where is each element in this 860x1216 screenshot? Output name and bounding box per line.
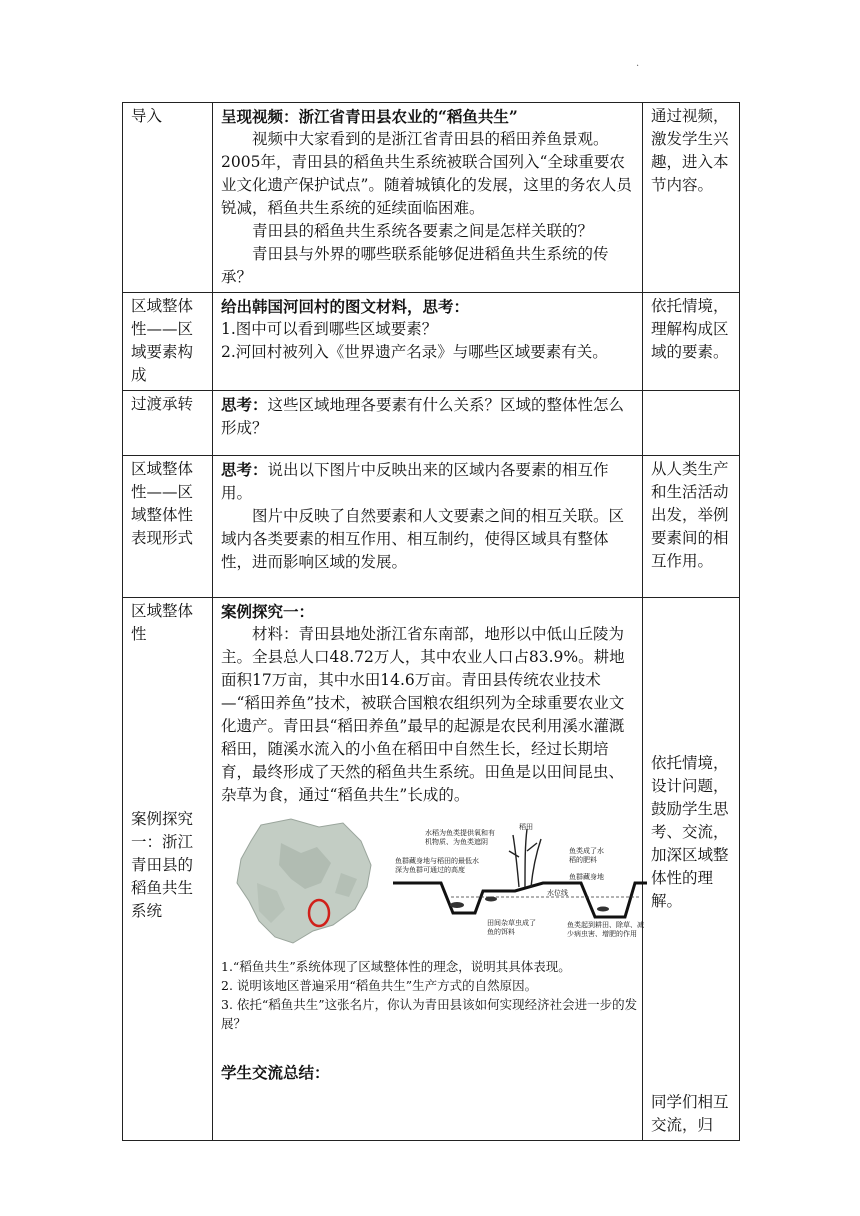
intent-text: 依托情境，设计问题，鼓励学生思考、交流，加深区域整体性的理解。 (651, 754, 729, 910)
row-heading: 呈现视频：浙江省青田县农业的“稻鱼共生” (221, 107, 518, 126)
summary-heading: 学生交流总结： (221, 1063, 330, 1082)
label-water-level: 水位线 (547, 889, 568, 897)
intent-cell (643, 391, 740, 456)
label-rice-oxygen: 水稻为鱼类提供氧和有机物质、为鱼类遮阴 (425, 829, 495, 846)
paragraph: 材料：青田县地处浙江省东南部，地形以中低山丘陵为主。全县总人口48.72万人，其中农业人口占83.9%。耕地面积17万亩，其中水田14.6万亩。青田县传统农业技术—“稻田养鱼”技术，被联合国粮农组织列为全球重要农业文化遗产。青田县“稻田养鱼”最早的起源是农民利用溪水灌溉稻田，随溪水流入的小鱼在稻田中自然生长，经过长期培育，最终形成了天然的稻鱼共生系统。田鱼是以田间昆虫、杂草为食，通过“稻鱼共生”长成的。 (221, 625, 625, 804)
stage-cell: 区域整体性——区域整体性表现形式 (123, 456, 213, 598)
intent-cell: 从人类生产和生活活动出发，举例要素间的相互作用。 (643, 456, 740, 598)
stage-cell: 过渡承转 (123, 391, 213, 456)
content-cell (213, 103, 643, 293)
zhejiang-map (221, 813, 391, 948)
lesson-plan-table (122, 102, 740, 1141)
intent-text-continued: 同学们相互交流，归 (651, 1093, 729, 1134)
stage-top: 区域整体性 (131, 602, 194, 643)
paragraph: 青田县的稻鱼共生系统各要素之间是怎样关联的？ (252, 222, 594, 240)
label-ditch: 鱼群藏身地与稻田的最低水深为鱼群可通过的高度 (395, 857, 479, 874)
label-weeds: 田间杂草虫成了鱼的饵料 (487, 919, 536, 936)
intent-cell (643, 598, 740, 1141)
label-rice: 稻田 (519, 823, 533, 831)
label-fish-effect: 鱼类起到耕田、除草、减少病虫害、增肥的作用 (567, 921, 644, 938)
table-row (123, 293, 740, 391)
paragraph: 视频中大家看到的是浙江省青田县的稻田养鱼景观。2005年，青田县的稻鱼共生系统被联合国列入“全球重要农业文化遗产保护试点”。随着城镇化的发展，这里的务农人员锐减，稻鱼共生系统的延续面临困难。 (221, 130, 632, 217)
label-fish-fertilize: 鱼类成了水稻的肥料 (569, 847, 604, 864)
stage-bottom: 案例探究一：浙江青田县的稻鱼共生系统 (131, 810, 194, 920)
content-cell (213, 391, 643, 456)
table-row (123, 103, 740, 293)
rice-fish-diagram (391, 817, 649, 947)
content-cell (213, 598, 643, 1141)
table-row (123, 391, 740, 456)
intent-cell: 通过视频，激发学生兴趣，进入本节内容。 (643, 103, 740, 293)
table-row (123, 598, 740, 1141)
stage-cell: 区域整体性——区域要素构成 (123, 293, 213, 391)
stage-cell: 导入 (123, 103, 213, 293)
stage-cell (123, 598, 213, 1141)
question-line: 3. 依托“稻鱼共生”这张名片，你认为青田县该如何实现经济社会进一步的发展？ (221, 997, 638, 1031)
row-heading: 给出韩国河回村的图文材料，思考： (221, 297, 470, 316)
paragraph: 图片中反映了自然要素和人文要素之间的相互关联。区域内各类要素的相互作用、相互制约，使得区域具有整体性，进而影响区域的发展。 (221, 507, 625, 571)
row-heading-rest: 说出以下图片中反映出来的区域内各要素的相互作用。 (221, 461, 609, 502)
label-fish-pond: 鱼群藏身地 (569, 873, 604, 881)
row-heading-rest: 这些区域地理各要素有什么关系？区域的整体性怎么形成？ (221, 396, 625, 437)
content-cell (213, 293, 643, 391)
question-line: 1.图中可以看到哪些区域要素？ (221, 320, 438, 338)
row-heading: 思考： (221, 460, 268, 479)
paragraph: 青田县与外界的哪些联系能够促进稻鱼共生系统的传承？ (221, 245, 609, 286)
question-line: 1.“稻鱼共生”系统体现了区域整体性的理念，说明其具体表现。 (221, 959, 571, 974)
intent-cell: 依托情境，理解构成区域的要素。 (643, 293, 740, 391)
figure-area (221, 813, 644, 953)
question-line: 2.河回村被列入《世界遗产名录》与哪些区域要素有关。 (221, 343, 608, 361)
row-heading: 案例探究一： (221, 602, 315, 621)
question-line: 2. 说明该地区普遍采用“稻鱼共生”生产方式的自然原因。 (221, 978, 538, 993)
row-heading: 思考： (221, 395, 268, 414)
table-row (123, 456, 740, 598)
content-cell (213, 456, 643, 598)
page-mark: . (636, 58, 640, 69)
